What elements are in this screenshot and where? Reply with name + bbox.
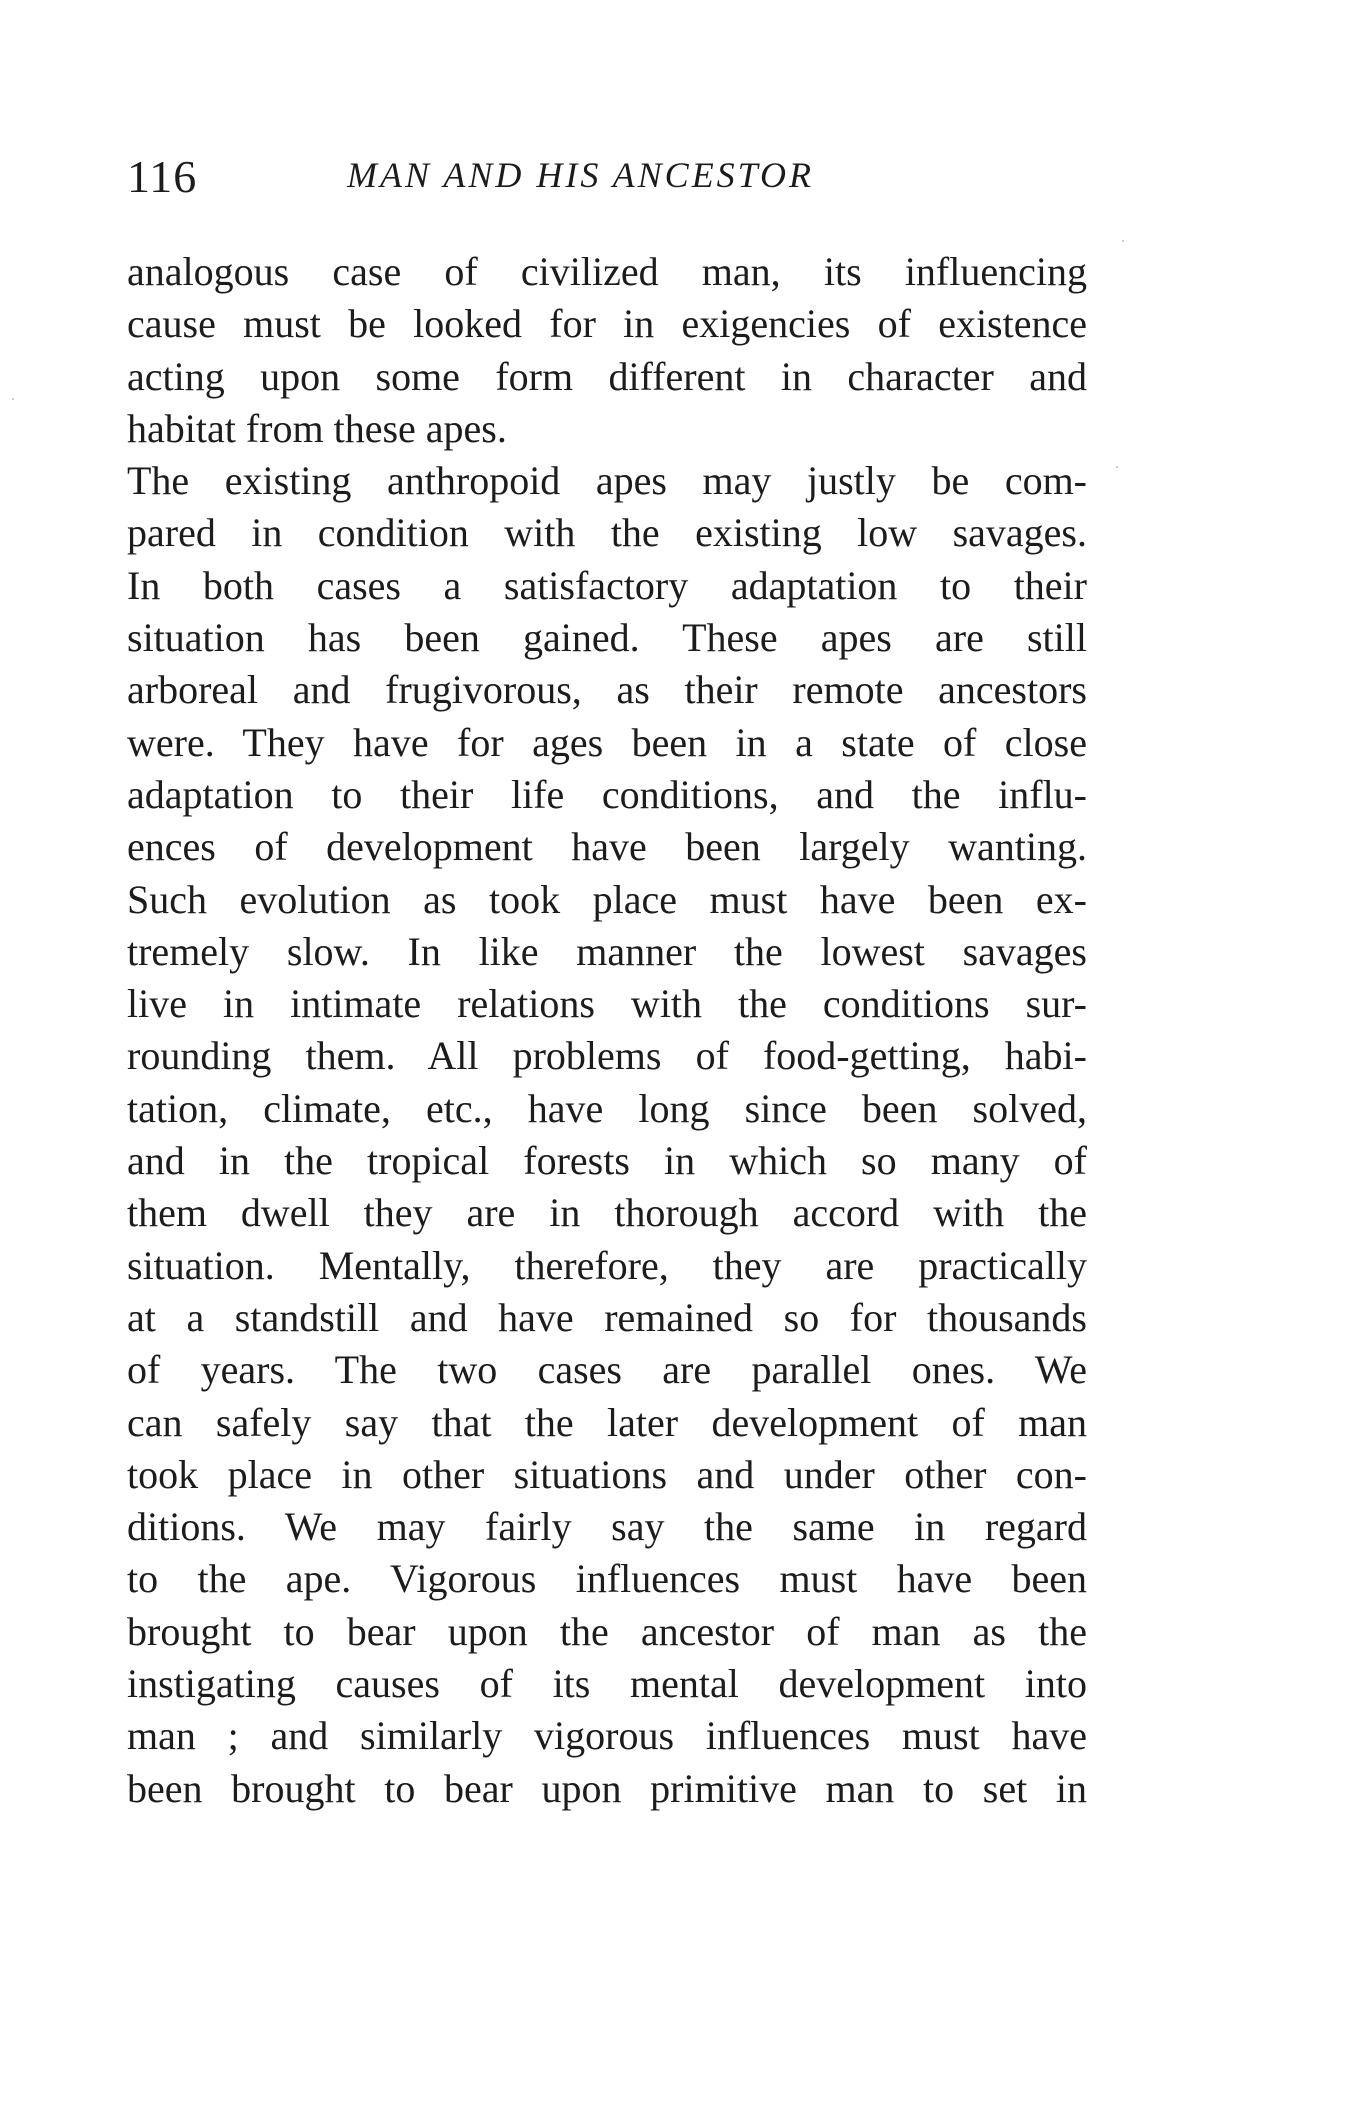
body-text	[127, 246, 1087, 1815]
paper-speck	[1122, 240, 1124, 242]
text-line: can safely say that the later development of man	[127, 1399, 1087, 1445]
text-line: tation, climate, etc., have long since been solved,	[127, 1085, 1087, 1131]
text-line: situation. Mentally, therefore, they are practically	[127, 1242, 1087, 1288]
text-line: analogous case of civilized man, its influencing	[127, 249, 1087, 294]
text-line: at a standstill and have remained so for thousands	[127, 1294, 1087, 1340]
text-line: and in the tropical forests in which so many of	[127, 1138, 1087, 1184]
text-line: were. They have for ages been in a state of close	[127, 719, 1087, 765]
text-line: took place in other situations and under other con-	[127, 1451, 1087, 1497]
running-head: MAN AND HIS ANCESTOR	[347, 155, 815, 195]
text-line: situation has been gained. These apes are still	[127, 615, 1087, 661]
text-line: In both cases a satisfactory adaptation to their	[127, 562, 1087, 608]
text-line: acting upon some form different in character and	[127, 353, 1087, 399]
text-line: rounding them. All problems of food-getting, habi-	[127, 1033, 1087, 1079]
text-line: The existing anthropoid apes may justly be com-	[127, 458, 1087, 504]
text-line: ditions. We may fairly say the same in regard	[127, 1504, 1087, 1550]
text-line: of years. The two cases are parallel ones. We	[127, 1347, 1087, 1393]
text-line: habitat from these apes.	[127, 405, 507, 451]
text-line: ences of development have been largely wanting.	[127, 824, 1087, 870]
text-line: adaptation to their life conditions, and the influ-	[127, 771, 1087, 817]
page-header	[127, 150, 1087, 210]
text-line: man ; and similarly vigorous influences must have	[127, 1713, 1087, 1759]
text-line: them dwell they are in thorough accord with the	[127, 1190, 1087, 1236]
paper-speck	[1116, 466, 1118, 468]
text-line: instigating causes of its mental development into	[127, 1661, 1087, 1707]
text-line: pared in condition with the existing low savages.	[127, 510, 1087, 556]
text-line: cause must be looked for in exigencies of existence	[127, 301, 1087, 347]
text-line: tremely slow. In like manner the lowest savages	[127, 928, 1087, 974]
text-line: arboreal and frugivorous, as their remote ancestors	[127, 667, 1087, 713]
text-line: been brought to bear upon primitive man to set in	[127, 1765, 1087, 1811]
paper-speck	[12, 398, 14, 400]
text-line: live in intimate relations with the conditions sur-	[127, 981, 1087, 1027]
text-line: to the ape. Vigorous influences must have been	[127, 1556, 1087, 1602]
text-line: brought to bear upon the ancestor of man as the	[127, 1608, 1087, 1654]
text-line: Such evolution as took place must have been ex-	[127, 876, 1087, 922]
page-number: 116	[127, 151, 198, 202]
